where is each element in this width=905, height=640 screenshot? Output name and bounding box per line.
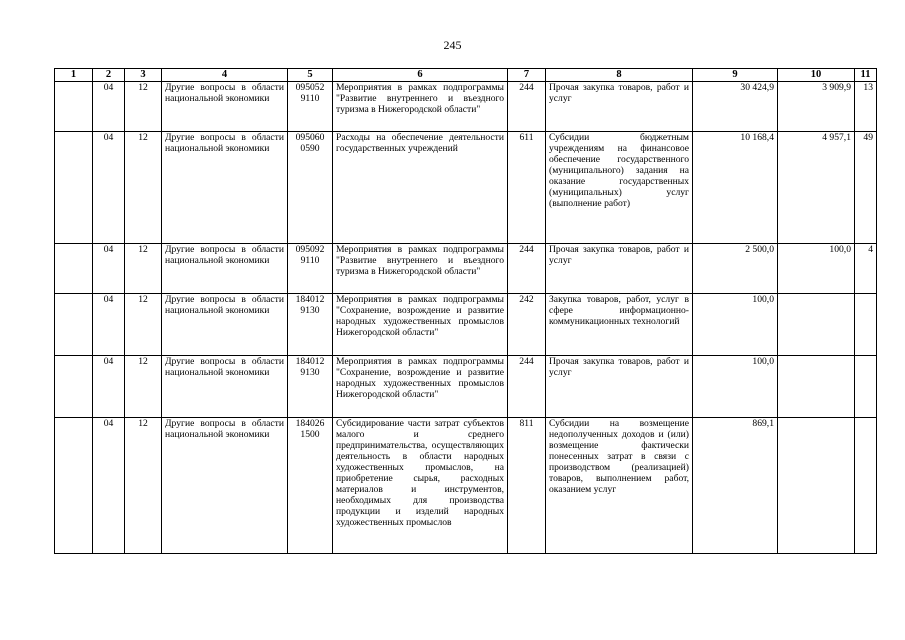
column-header: 1 — [55, 69, 93, 82]
cell-index — [55, 356, 93, 418]
cell-amount-10 — [778, 294, 855, 356]
cell-amount-10 — [778, 418, 855, 554]
cell-section-name: Другие вопросы в области национальной экономики — [162, 418, 288, 554]
cell-index — [55, 294, 93, 356]
cell-percent: 4 — [855, 244, 877, 294]
cell-amount-9: 10 168,4 — [693, 132, 778, 244]
cell-percent — [855, 418, 877, 554]
column-header: 11 — [855, 69, 877, 82]
cell-target-article: 184012 9130 — [288, 356, 333, 418]
cell-amount-10: 100,0 — [778, 244, 855, 294]
cell-index — [55, 244, 93, 294]
cell-amount-10 — [778, 356, 855, 418]
cell-section: 04 — [93, 244, 125, 294]
cell-subsection: 12 — [125, 244, 162, 294]
cell-amount-9: 100,0 — [693, 356, 778, 418]
cell-section-name: Другие вопросы в области национальной экономики — [162, 294, 288, 356]
cell-subsection: 12 — [125, 418, 162, 554]
column-header: 10 — [778, 69, 855, 82]
column-header: 5 — [288, 69, 333, 82]
column-header: 3 — [125, 69, 162, 82]
cell-expense-name: Прочая закупка товаров, работ и услуг — [546, 82, 693, 132]
cell-target-article: 095092 9110 — [288, 244, 333, 294]
table-row — [55, 356, 877, 418]
table-row — [55, 418, 877, 554]
cell-expense-type: 244 — [508, 356, 546, 418]
column-header: 4 — [162, 69, 288, 82]
cell-section-name: Другие вопросы в области национальной экономики — [162, 132, 288, 244]
cell-target-name: Мероприятия в рамках подпрограммы "Сохранение, возрождение и развитие народных художественных промыслов Нижегородской области" — [333, 356, 508, 418]
page-number: 245 — [443, 38, 462, 52]
cell-index — [55, 418, 93, 554]
column-header: 7 — [508, 69, 546, 82]
table-row — [55, 294, 877, 356]
budget-table — [54, 68, 877, 554]
cell-target-name: Мероприятия в рамках подпрограммы "Развитие внутреннего и въездного туризма в Нижегородской области" — [333, 82, 508, 132]
cell-expense-type: 244 — [508, 82, 546, 132]
cell-index — [55, 132, 93, 244]
cell-expense-name: Субсидии на возмещение недополученных доходов и (или) возмещение фактически понесенных затрат в связи с производством (реализацией) товаров, выполнением работ, оказанием услуг — [546, 418, 693, 554]
cell-amount-9: 869,1 — [693, 418, 778, 554]
cell-amount-9: 100,0 — [693, 294, 778, 356]
cell-expense-name: Прочая закупка товаров, работ и услуг — [546, 244, 693, 294]
header-row — [55, 69, 877, 82]
cell-section: 04 — [93, 418, 125, 554]
table-row — [55, 82, 877, 132]
cell-section: 04 — [93, 132, 125, 244]
cell-index — [55, 82, 93, 132]
cell-amount-9: 30 424,9 — [693, 82, 778, 132]
cell-subsection: 12 — [125, 356, 162, 418]
column-header: 9 — [693, 69, 778, 82]
cell-expense-type: 811 — [508, 418, 546, 554]
cell-target-article: 184012 9130 — [288, 294, 333, 356]
cell-section: 04 — [93, 356, 125, 418]
cell-percent: 49 — [855, 132, 877, 244]
table-row — [55, 244, 877, 294]
cell-subsection: 12 — [125, 82, 162, 132]
cell-section: 04 — [93, 82, 125, 132]
cell-expense-type: 244 — [508, 244, 546, 294]
column-header: 6 — [333, 69, 508, 82]
cell-expense-name: Прочая закупка товаров, работ и услуг — [546, 356, 693, 418]
cell-target-article: 095052 9110 — [288, 82, 333, 132]
cell-percent: 13 — [855, 82, 877, 132]
cell-target-name: Субсидирование части затрат субъектов малого и среднего предпринимательства, осуществляющих деятельность в области народных художественных промыслов, на приобретение сырья, расходных материалов и инструментов, необходимых для производства продукции и изделий народных художественных промыслов — [333, 418, 508, 554]
cell-expense-name: Субсидии бюджетным учреждениям на финансовое обеспечение государственного (муниципального) задания на оказание государственных (муниципальных) услуг (выполнение работ) — [546, 132, 693, 244]
cell-expense-name: Закупка товаров, работ, услуг в сфере информационно-коммуникационных технологий — [546, 294, 693, 356]
cell-amount-10: 3 909,9 — [778, 82, 855, 132]
cell-target-name: Мероприятия в рамках подпрограммы "Развитие внутреннего и въездного туризма в Нижегородской области" — [333, 244, 508, 294]
cell-expense-type: 611 — [508, 132, 546, 244]
cell-amount-9: 2 500,0 — [693, 244, 778, 294]
table-row — [55, 132, 877, 244]
column-header: 2 — [93, 69, 125, 82]
cell-percent — [855, 356, 877, 418]
cell-subsection: 12 — [125, 132, 162, 244]
cell-amount-10: 4 957,1 — [778, 132, 855, 244]
cell-section-name: Другие вопросы в области национальной экономики — [162, 244, 288, 294]
cell-target-article: 095060 0590 — [288, 132, 333, 244]
cell-target-article: 184026 1500 — [288, 418, 333, 554]
cell-expense-type: 242 — [508, 294, 546, 356]
cell-percent — [855, 294, 877, 356]
column-header: 8 — [546, 69, 693, 82]
cell-target-name: Расходы на обеспечение деятельности государственных учреждений — [333, 132, 508, 244]
cell-section: 04 — [93, 294, 125, 356]
cell-subsection: 12 — [125, 294, 162, 356]
cell-section-name: Другие вопросы в области национальной экономики — [162, 82, 288, 132]
cell-section-name: Другие вопросы в области национальной экономики — [162, 356, 288, 418]
cell-target-name: Мероприятия в рамках подпрограммы "Сохранение, возрождение и развитие народных художественных промыслов Нижегородской области" — [333, 294, 508, 356]
